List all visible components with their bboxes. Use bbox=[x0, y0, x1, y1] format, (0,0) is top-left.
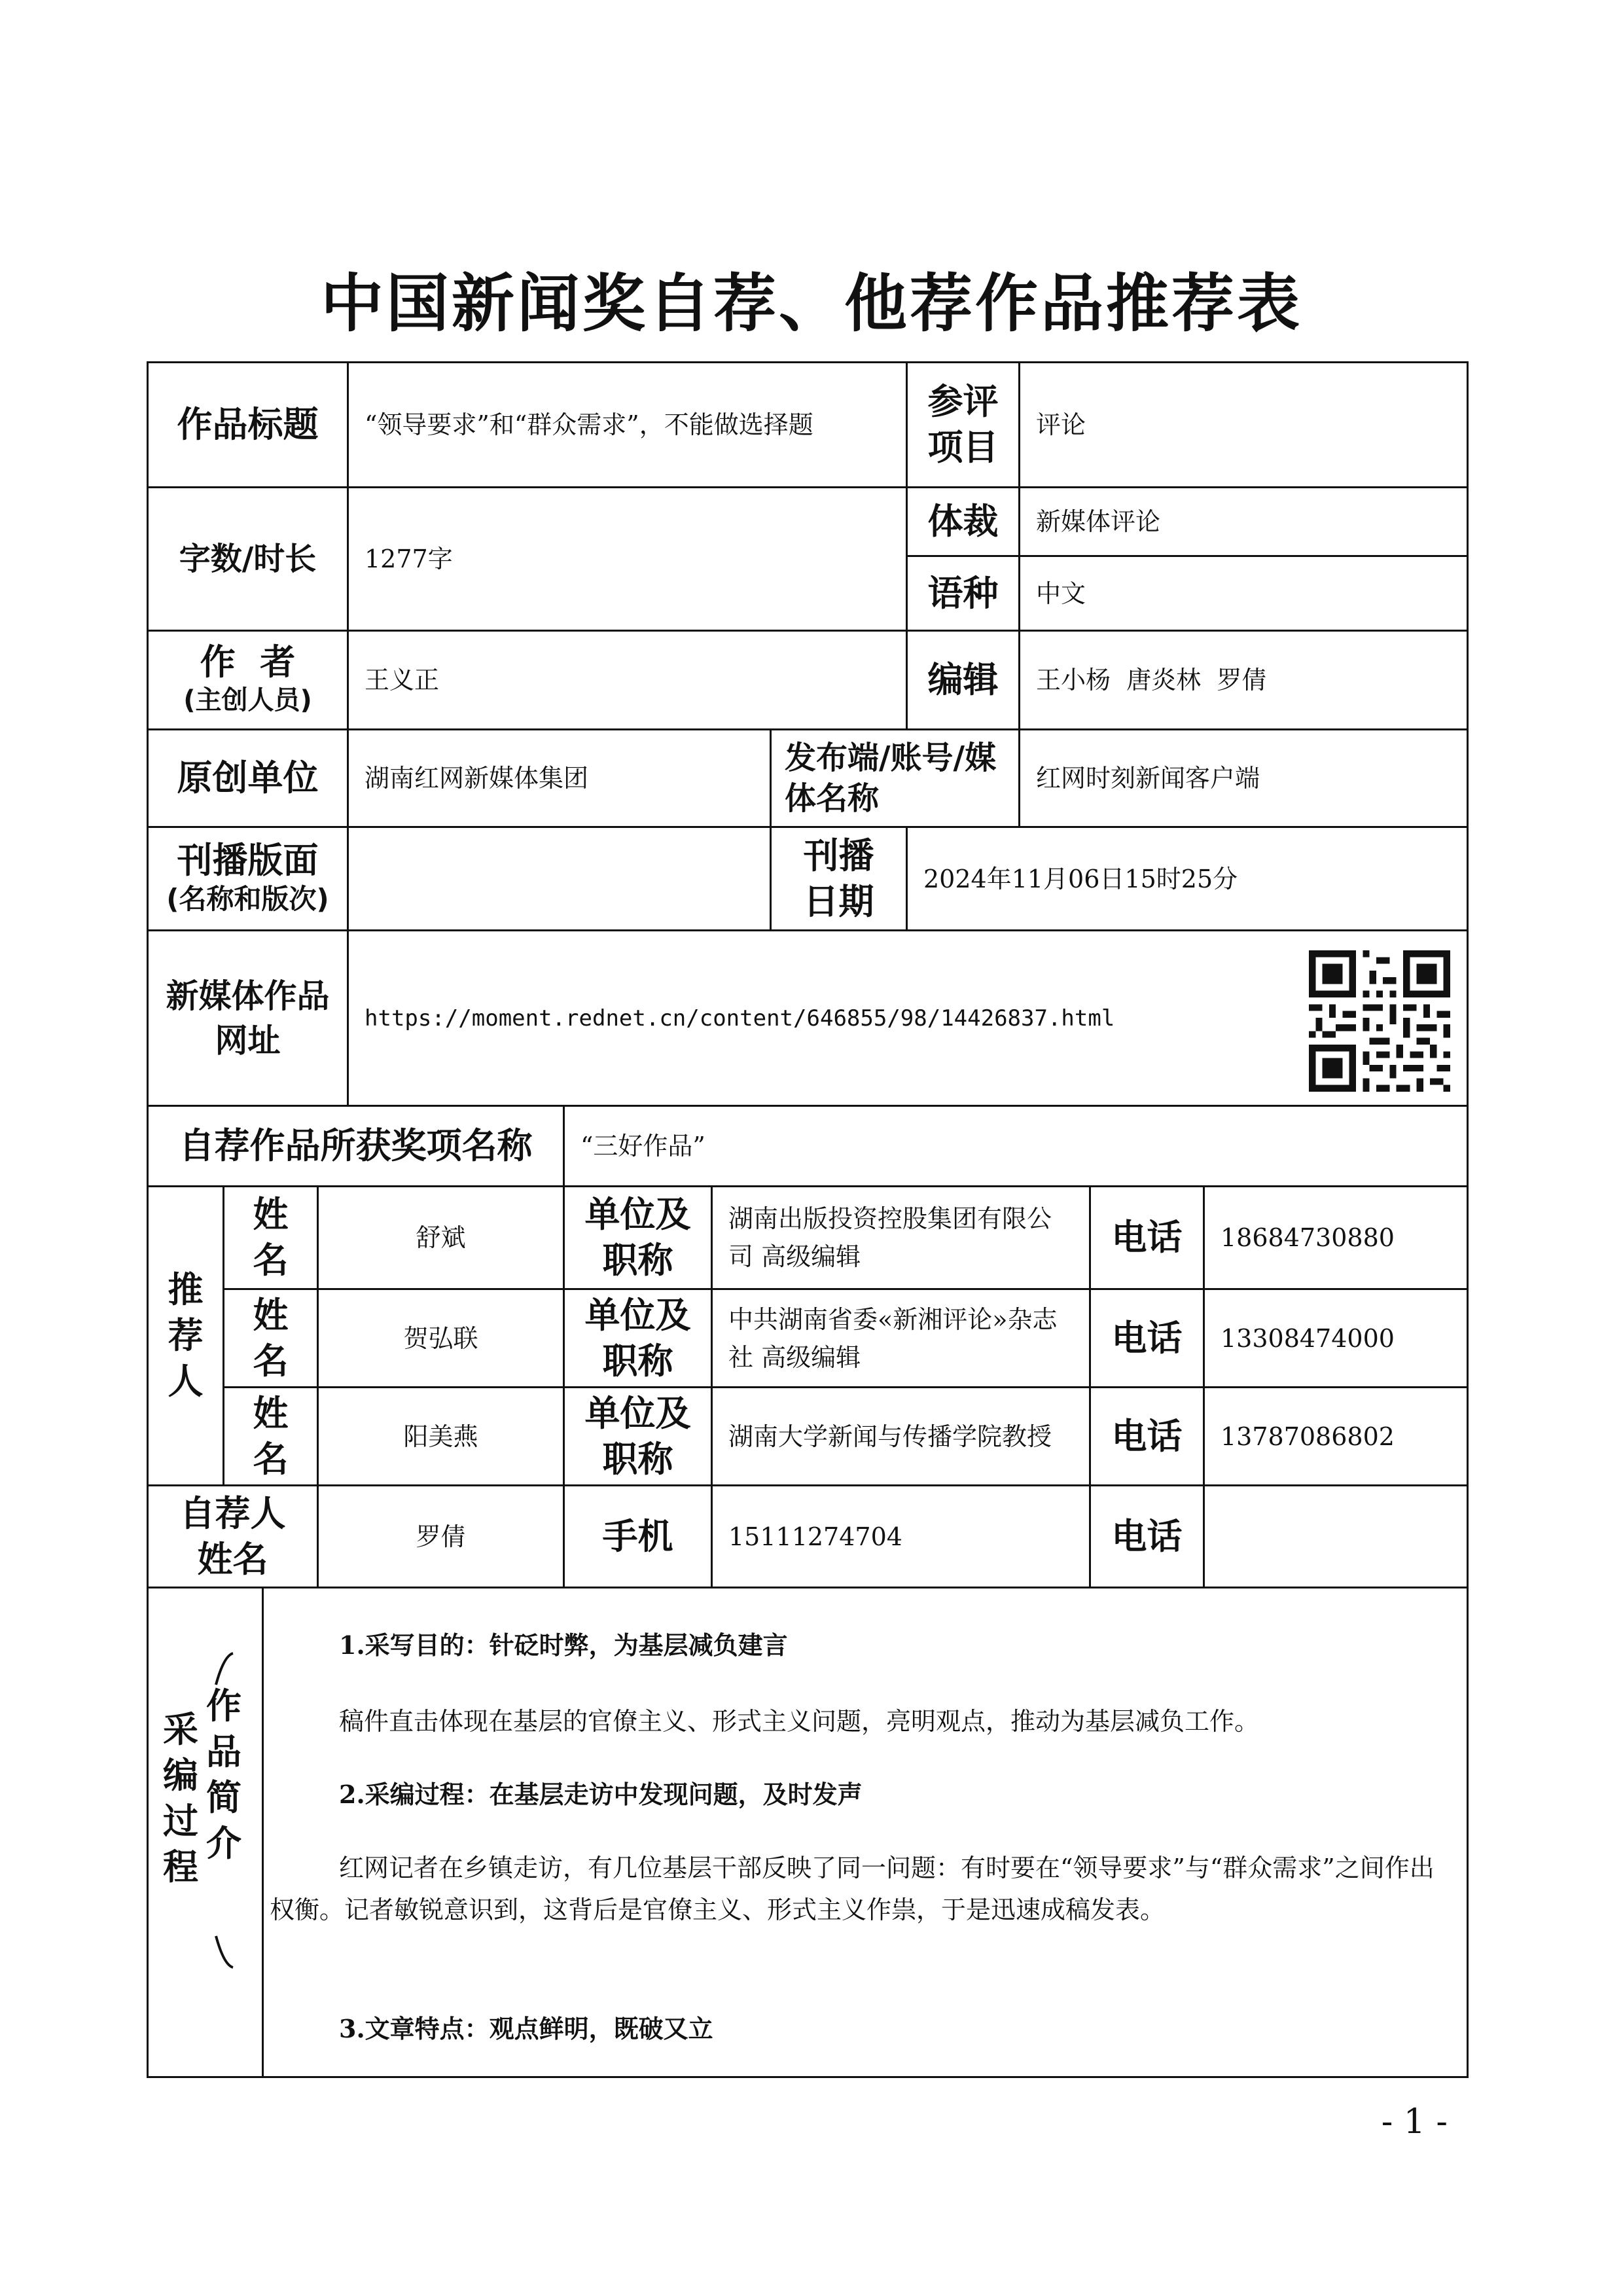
award-label: 自荐作品所获奖项名称 bbox=[179, 1125, 533, 1166]
recommenders-label: 推荐人 bbox=[168, 1269, 204, 1402]
url-value[interactable]: https://moment.rednet.cn/content/646855/98/14426837.html bbox=[365, 1005, 1115, 1031]
self-mobile: 15111274704 bbox=[728, 1522, 902, 1551]
process-paragraph: 红网记者在乡镇走访，有几位基层干部反映了同一问题：有时要在“领导要求”与“群众需求”之间作出权衡。记者敏锐意识到，这背后是官僚主义、形式主义作祟，于是迅速成稿发表。 bbox=[270, 1854, 1435, 1924]
recommender-name: 贺弘联 bbox=[403, 1323, 478, 1353]
author-label: 作 者 bbox=[200, 641, 296, 683]
date-label: 刊播日期 bbox=[803, 834, 874, 922]
recommender-unit-label: 单位及职称 bbox=[584, 1392, 691, 1480]
self-phone bbox=[1205, 1486, 1467, 1587]
qr-code-icon[interactable] bbox=[1309, 950, 1450, 1092]
recommender-phone: 13787086802 bbox=[1221, 1422, 1395, 1451]
category-label: 参评项目 bbox=[927, 381, 999, 468]
document-title: 中国新闻奖自荐、他荐作品推荐表 bbox=[321, 267, 1302, 340]
editor-value: 王小杨 唐炎林 罗倩 bbox=[1036, 666, 1267, 694]
title-value: “领导要求”和“群众需求”，不能做选择题 bbox=[365, 410, 813, 439]
recommender-unit-label: 单位及职称 bbox=[584, 1194, 691, 1281]
unit-value: 湖南红网新媒体集团 bbox=[365, 764, 589, 793]
recommender-name: 阳美燕 bbox=[403, 1422, 478, 1451]
recommender-unit: 中共湖南省委«新湘评论»杂志社 高级编辑 bbox=[728, 1304, 1058, 1372]
self-mobile-label: 手机 bbox=[602, 1515, 673, 1557]
recommender-phone: 13308474000 bbox=[1221, 1323, 1395, 1353]
length-value: 1277字 bbox=[365, 545, 453, 573]
language-value: 中文 bbox=[1036, 579, 1086, 608]
genre-label: 体裁 bbox=[927, 501, 999, 542]
self-name: 罗倩 bbox=[416, 1522, 466, 1551]
recommender-phone-label: 电话 bbox=[1111, 1217, 1183, 1258]
award-value: “三好作品” bbox=[580, 1132, 705, 1160]
title-label: 作品标题 bbox=[177, 404, 319, 445]
recommender-phone: 18684730880 bbox=[1221, 1223, 1395, 1252]
recommender-unit: 湖南大学新闻与传播学院教授 bbox=[728, 1422, 1052, 1451]
publisher-label: 发布端/账号/媒体名称 bbox=[785, 740, 997, 817]
recommender-name: 舒斌 bbox=[416, 1223, 466, 1252]
author-label-group bbox=[149, 632, 347, 728]
page-sublabel: (名称和版次) bbox=[166, 882, 329, 915]
editor-label: 编辑 bbox=[927, 659, 999, 700]
page-label-group bbox=[149, 828, 347, 929]
page-value bbox=[349, 828, 770, 929]
process-paragraph: 稿件直击体现在基层的官僚主义、形式主义问题，亮明观点，推动为基层减负工作。 bbox=[339, 1707, 1260, 1736]
process-paragraph: 2.采编过程：在基层走访中发现问题，及时发声 bbox=[339, 1780, 863, 1809]
page-number: - 1 - bbox=[1381, 2102, 1448, 2142]
publisher-value: 红网时刻新闻客户端 bbox=[1036, 764, 1260, 793]
unit-label: 原创单位 bbox=[177, 757, 319, 798]
paren-bottom-icon bbox=[211, 1932, 237, 1971]
recommender-phone-label: 电话 bbox=[1111, 1317, 1183, 1359]
author-sublabel: (主创人员) bbox=[183, 685, 312, 715]
recommender-name-label: 姓名 bbox=[253, 1294, 289, 1382]
process-label-left: 采编过程 bbox=[163, 1709, 198, 1888]
process-label-right: 作品简介 bbox=[206, 1685, 241, 1864]
recommender-name-label: 姓名 bbox=[253, 1392, 289, 1480]
page-label: 刊播版面 bbox=[177, 839, 319, 881]
paren-top-icon bbox=[211, 1649, 237, 1689]
date-value: 2024年11月06日15时25分 bbox=[923, 864, 1238, 893]
recommender-unit: 湖南出版投资控股集团有限公司 高级编辑 bbox=[728, 1204, 1052, 1271]
process-paragraph: 1.采写目的：针砭时弊，为基层减负建言 bbox=[339, 1630, 788, 1660]
language-label: 语种 bbox=[927, 572, 999, 614]
process-paragraph: 3.文章特点：观点鲜明，既破又立 bbox=[339, 2014, 713, 2043]
self-phone-label: 电话 bbox=[1111, 1515, 1183, 1557]
category-value: 评论 bbox=[1036, 410, 1086, 439]
recommender-phone-label: 电话 bbox=[1111, 1415, 1183, 1457]
process-label bbox=[148, 1685, 266, 1937]
self-label: 自荐人姓名 bbox=[179, 1492, 286, 1580]
recommender-unit-label: 单位及职称 bbox=[584, 1294, 691, 1382]
length-label: 字数/时长 bbox=[179, 541, 317, 577]
url-label: 新媒体作品网址 bbox=[166, 977, 330, 1060]
recommender-name-label: 姓名 bbox=[253, 1194, 289, 1281]
author-value: 王义正 bbox=[365, 666, 440, 694]
genre-value: 新媒体评论 bbox=[1036, 507, 1161, 536]
